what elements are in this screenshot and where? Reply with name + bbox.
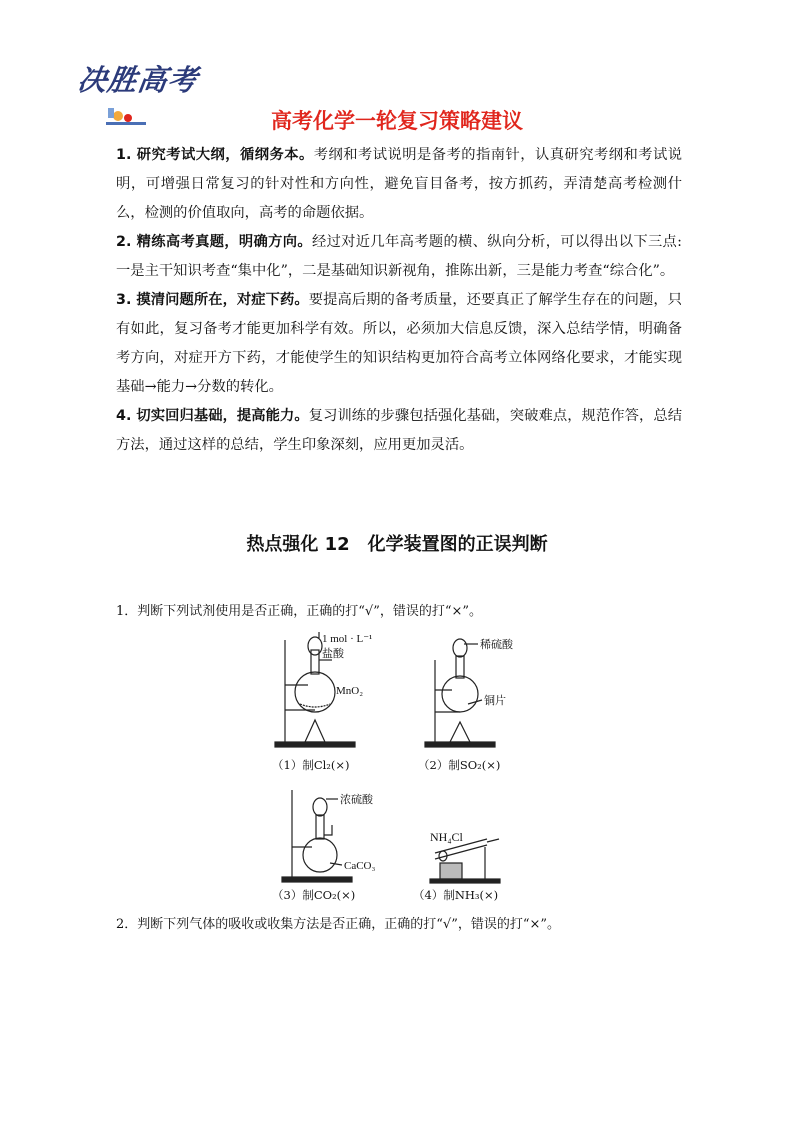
figure-3-caption: （3）制CO₂(×)	[272, 888, 356, 902]
strategy-item-4	[116, 402, 682, 460]
strategy-text: 复习训练的步骤包括强化基础，突破难点，规范作答，总结方法，通过这样的总结，学生印象深刻，应用更加灵活。	[116, 408, 683, 453]
document-title: 高考化学一轮复习策略建议	[271, 109, 523, 133]
strategy-lead: 3. 摸清问题所在，对症下药。	[116, 292, 309, 308]
strategy-text: 要提高后期的备考质量，还要真正了解学生存在的问题，只有如此，复习备考才能更加科学有效。所以，必须加大信息反馈，深入总结学情，明确备考方向，对症开方下药，才能使学生的知识结构更加符合高考立体网络化要求，才能实现基础→能力→分数的转化。	[116, 292, 683, 395]
fig2-label-reagent: 铜片	[484, 695, 506, 707]
strategy-lead: 2. 精练高考真题，明确方向。	[116, 234, 312, 250]
fig1-label-acid: 盐酸	[322, 648, 344, 660]
strategy-text: 考纲和考试说明是备考的指南针，认真研究考纲和考试说明，可增强日常复习的针对性和方向性，避免盲目备考，按方抓药，弄清楚高考检测什么，检测的价值取向，高考的命题依据。	[116, 147, 683, 221]
logo-text: 决胜高考	[75, 63, 201, 97]
strategy-item-2	[116, 228, 682, 286]
question-2: 2．判断下列气体的吸收或收集方法是否正确，正确的打“√”，错误的打“×”。	[116, 917, 561, 932]
fig1-label-reagent: MnO₂	[336, 685, 364, 697]
figure-1-caption: （1）制Cl₂(×)	[272, 758, 350, 772]
figure-4-caption: （4）制NH₃(×)	[413, 888, 499, 902]
fig1-label-conc: 1 mol · L⁻¹	[322, 633, 373, 645]
strategy-item-3	[116, 286, 682, 402]
apparatus-figure-2	[420, 630, 540, 752]
strategy-lead: 1. 研究考试大纲，循纲务本。	[116, 147, 314, 163]
fig3-label-acid: 浓硫酸	[340, 794, 373, 806]
figure-2-caption: （2）制SO₂(×)	[418, 758, 501, 772]
fig2-label-acid: 稀硫酸	[480, 639, 513, 651]
apparatus-figure-1	[270, 630, 400, 752]
section-title: 热点强化 12 化学装置图的正误判断	[246, 534, 548, 555]
strategy-lead: 4. 切实回归基础，提高能力。	[116, 408, 309, 424]
strategy-item-1	[116, 141, 682, 228]
fig4-label-reagent: NH₄Cl	[430, 830, 463, 844]
question-1: 1．判断下列试剂使用是否正确，正确的打“√”，错误的打“×”。	[116, 604, 483, 619]
fig3-label-reagent: CaCO₃	[344, 860, 376, 872]
strategy-list	[116, 141, 682, 460]
strategy-text: 经过对近几年高考题的横、纵向分析，可以得出以下三点:一是主干知识考查“集中化”，二是基础知识新视角，推陈出新，三是能力考查“综合化”。	[116, 234, 682, 279]
apparatus-figure-3	[280, 785, 400, 885]
